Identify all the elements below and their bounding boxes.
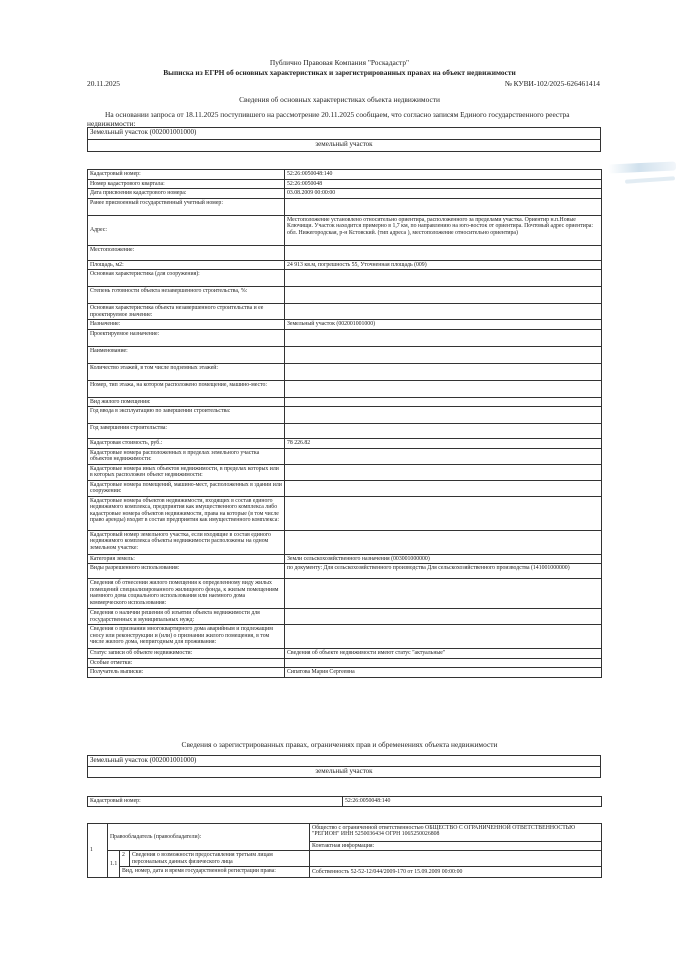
- table-row: [88, 180, 602, 189]
- row-value: [285, 658, 602, 667]
- row-label: Адрес:: [88, 215, 285, 245]
- table-row: [88, 554, 602, 563]
- table-row: [88, 346, 602, 363]
- row-label: Назначение:: [88, 320, 285, 329]
- row-value: 24 913 кв.м, погрешность 55, Уточненная площадь (009): [285, 260, 602, 269]
- table-row: [88, 464, 602, 480]
- table-row: [88, 189, 602, 198]
- row-value: [285, 480, 602, 496]
- row-value: [285, 346, 602, 363]
- section-title-characteristics: Сведения об основных характеристиках объекта недвижимости: [239, 95, 440, 104]
- row-value: [285, 530, 602, 554]
- table-row: [88, 287, 602, 304]
- row-label: Кадастровый номер земельного участка, если входящие в состав единого недвижимого комплекса объекты недвижимости расположены на одном земельном участке:: [88, 530, 285, 554]
- object-line: Земельный участок (002001001000): [88, 128, 601, 140]
- table-row: [88, 380, 602, 397]
- table-row: [88, 668, 602, 677]
- row-label: Площадь, м2:: [88, 260, 285, 269]
- row-label: Сведения об отнесении жилого помещения к определенному виду жилых помещений специализированного жилищного фонда, к жилым помещениям наемного дома социального использования или наемного дома коммерческого использования:: [88, 579, 285, 609]
- row-label: Сведения о наличии решения об изъятии объекта недвижимости для государственных и муниципальных нужд:: [88, 609, 285, 625]
- possibility-number: 2: [120, 851, 130, 867]
- contact-info: [310, 842, 602, 851]
- rights-table: [87, 823, 602, 878]
- rights-row-number: 1: [88, 824, 108, 878]
- row-label: Кадастровые номера помещений, машино-мест, расположенных в здании или сооружении:: [88, 480, 285, 496]
- table-row: [88, 245, 602, 260]
- row-value: [285, 304, 602, 320]
- right-label: Вид, номер, дата и время государственной регистрации права:: [120, 867, 310, 878]
- row-label: Год завершения строительства:: [88, 424, 285, 439]
- document-date: 20.11.2025: [87, 79, 120, 88]
- row-label: Основная характеристика (для сооружения):: [88, 270, 285, 287]
- section-title-rights: Сведения о зарегистрированных правах, ограничениях прав и обременениях объекта недвижимости: [181, 740, 498, 749]
- table-row: [88, 304, 602, 320]
- row-label: Номер кадастрового квартала:: [88, 180, 285, 189]
- table-row: [88, 530, 602, 554]
- row-value: [285, 407, 602, 424]
- row-label: Проектируемое назначение:: [88, 329, 285, 346]
- row-value: [285, 380, 602, 397]
- row-value: 52:26:0050048:140: [285, 170, 602, 180]
- rights-cad-label: Кадастровый номер:: [88, 797, 343, 807]
- table-row: [88, 198, 602, 215]
- contact-label: Контактная информация:: [312, 843, 375, 849]
- intro-paragraph: На основании запроса от 18.11.2025 поступившего на рассмотрение 20.11.2025 сообщаем, что согласно записям Единого государственного реестра недвижимости:: [87, 110, 570, 128]
- row-value: [285, 625, 602, 649]
- characteristics-table: [87, 169, 602, 678]
- row-value: [285, 496, 602, 530]
- row-value: [285, 245, 602, 260]
- rights-cadastral-table: [87, 796, 602, 807]
- possibility-value: [310, 851, 602, 867]
- rights-object-type: земельный участок: [88, 767, 601, 778]
- row-value: [285, 464, 602, 480]
- row-label: Сведения о признании многоквартирного дома аварийным и подлежащим сносу или реконструкции и (или) о признании жилого помещения, в том числе жилого дома, непригодным для проживания:: [88, 625, 285, 649]
- table-row: [88, 579, 602, 609]
- row-value: 78 226.82: [285, 439, 602, 448]
- row-value: [285, 448, 602, 464]
- row-label: Виды разрешенного использования:: [88, 564, 285, 579]
- row-value: по документу: Для сельскохозяйственного производства Для сельскохозяйственного производства (141001000000): [285, 564, 602, 579]
- table-row: [88, 439, 602, 448]
- row-value: [285, 270, 602, 287]
- row-value: [285, 424, 602, 439]
- row-label: Кадастровые номера расположенных в пределах земельного участка объектов недвижимости:: [88, 448, 285, 464]
- table-row: [88, 407, 602, 424]
- row-label: Кадастровые номера объектов недвижимости, входящих в состав единого недвижимого комплекса, предприятия как имущественного комплекса либо кадастровые номера объектов недвижимости, права на которые (в том числе право аренды) входят в состав предприятия как имущественного комплекса:: [88, 496, 285, 530]
- table-row: [88, 363, 602, 380]
- row-value: 03.08.2009 00:00:00: [285, 189, 602, 198]
- company-name: Публично Правовая Компания "Роскадастр": [269, 58, 410, 67]
- row-value: Сипатова Мария Сергеевна: [285, 668, 602, 677]
- row-label: Ранее присвоенный государственный учетный номер:: [88, 198, 285, 215]
- table-row: [88, 564, 602, 579]
- table-row: [88, 496, 602, 530]
- row-value: [285, 397, 602, 406]
- row-label: Кадастровая стоимость, руб.:: [88, 439, 285, 448]
- table-row: [88, 170, 602, 180]
- row-label: Кадастровый номер:: [88, 170, 285, 180]
- table-row: [88, 320, 602, 329]
- table-row: [88, 625, 602, 649]
- owner-value: Общество с ограниченной ответственностью ОБЩЕСТВО С ОГРАНИЧЕННОЙ ОТВЕТСТВЕННОСТЬЮ "РЕГИОН" ИНН 5250036434 ОГРН 1065250026808: [310, 824, 602, 842]
- object-header-table: [87, 127, 601, 152]
- table-row: [88, 397, 602, 406]
- document-number: № КУВИ-102/2025-626461414: [504, 79, 600, 88]
- row-label: Номер, тип этажа, на котором расположено помещение, машино-место:: [88, 380, 285, 397]
- table-row: [88, 329, 602, 346]
- table-row: [88, 609, 602, 625]
- scan-smudge: [625, 176, 675, 183]
- possibility-label: Сведения о возможности предоставления третьим лицам персональных данных физического лица: [130, 851, 310, 867]
- row-value: Земли сельскохозяйственного назначения (003001000000): [285, 554, 602, 563]
- row-label: Степень готовности объекта незавершенного строительства, %:: [88, 287, 285, 304]
- row-value: [285, 609, 602, 625]
- rights-cad-value: 52:26:0050048:140: [343, 797, 602, 807]
- row-label: Категория земель:: [88, 554, 285, 563]
- table-row: [88, 480, 602, 496]
- row-label: Дата присвоения кадастрового номера:: [88, 189, 285, 198]
- row-value: [285, 363, 602, 380]
- row-label: Получатель выписки:: [88, 668, 285, 677]
- row-label: Количество этажей, в том числе подземных этажей:: [88, 363, 285, 380]
- owner-sub-number: 1.1: [108, 851, 120, 878]
- document-title: Выписка из ЕГРН об основных характеристиках и зарегистрированных правах на объект недвижимости: [163, 68, 516, 77]
- table-row: [88, 658, 602, 667]
- object-type: земельный участок: [88, 140, 601, 152]
- table-row: [88, 424, 602, 439]
- row-label: Особые отметки:: [88, 658, 285, 667]
- row-label: Наименование:: [88, 346, 285, 363]
- scan-smudge: [608, 162, 676, 174]
- table-row: [88, 260, 602, 269]
- row-label: Год ввода в эксплуатацию по завершении строительства:: [88, 407, 285, 424]
- owner-label: Правообладатель (правообладатели):: [108, 824, 310, 851]
- row-value: [285, 579, 602, 609]
- row-value: [285, 329, 602, 346]
- row-label: Статус записи об объекте недвижимости:: [88, 649, 285, 658]
- row-value: Сведения об объекте недвижимости имеют статус "актуальные": [285, 649, 602, 658]
- row-label: Кадастровые номера иных объектов недвижимости, в пределах которых или в которых расположен объект недвижимости:: [88, 464, 285, 480]
- table-row: [88, 649, 602, 658]
- row-value: 52:26:0050048: [285, 180, 602, 189]
- table-row: [88, 270, 602, 287]
- row-label: Местоположение:: [88, 245, 285, 260]
- table-row: [88, 448, 602, 464]
- row-value: Земельный участок (002001001000): [285, 320, 602, 329]
- row-label: Основная характеристика объекта незавершенного строительства и ее проектируемое значение:: [88, 304, 285, 320]
- row-value: [285, 287, 602, 304]
- rights-object-line: Земельный участок (002001001000): [88, 756, 601, 767]
- row-label: Вид жилого помещения:: [88, 397, 285, 406]
- table-row: [88, 215, 602, 245]
- right-value: Собственность 52-52-12/044/2009-170 от 15.09.2009 00:00:00: [310, 867, 602, 878]
- row-value: [285, 198, 602, 215]
- row-value: Местоположение установлено относительно ориентира, расположенного за пределами участка. Ориентир н.п.Новые Ключищи. Участок находится примерно в 1,7 км, по направлению на юго-восток от ориентира. Почтовый адрес ориентира: обл. Нижегородская, р-н Кстовский. (тип адреса ), местоположение относительно ориентира): [285, 215, 602, 245]
- rights-object-table: [87, 755, 601, 778]
